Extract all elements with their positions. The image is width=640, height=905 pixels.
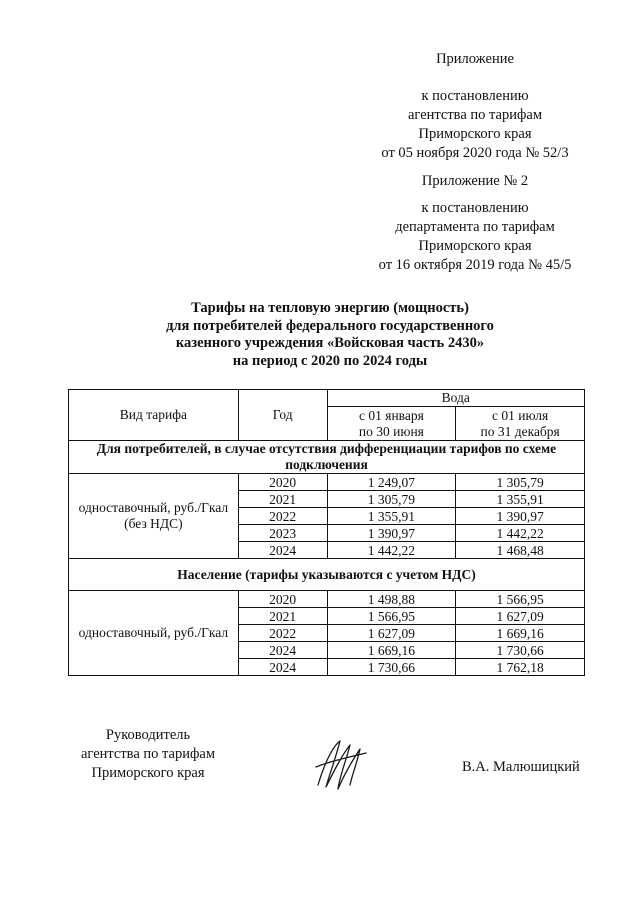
title-line: казенного учреждения «Войсковая часть 2430» [175,335,485,351]
annex-reference-original [365,172,585,275]
year-cell: 2021 [238,608,327,625]
year-cell: 2021 [238,491,327,508]
section-title: Для потребителей, в случае отсутствия дифференциации тарифов по схеме подключения [69,441,585,474]
signatory-name: В.А. Малюшицкий [462,759,580,775]
title-line: Тарифы на тепловую энергию (мощность) [191,300,469,316]
value-cell: 1 442,22 [327,542,456,559]
handwritten-signature [310,735,370,795]
year-cell: 2020 [238,591,327,608]
value-cell: 1 390,97 [327,525,456,542]
annex-line: от 16 октября 2019 года № 45/5 [378,257,572,273]
annex-line: агентства по тарифам [408,107,542,123]
value-cell: 1 355,91 [327,508,456,525]
section-row [69,559,585,591]
year-cell: 2024 [238,642,327,659]
value-cell: 1 566,95 [327,608,456,625]
year-cell: 2022 [238,508,327,525]
header-period-second-half [456,407,585,441]
year-cell: 2023 [238,525,327,542]
year-cell: 2024 [238,542,327,559]
value-cell: 1 468,48 [456,542,585,559]
year-cell: 2020 [238,474,327,491]
value-cell: 1 249,07 [327,474,456,491]
value-cell: 1 627,09 [327,625,456,642]
section-title: Население (тарифы указываются с учетом НДС) [69,559,585,591]
header-year: Год [238,390,327,441]
value-cell: 1 627,09 [456,608,585,625]
table-row [69,591,585,608]
year-cell: 2022 [238,625,327,642]
period-line: с 01 июля [492,407,549,423]
annex-heading: Приложение [436,51,514,67]
title-line: на период с 2020 по 2024 годы [232,352,428,369]
document-title [120,300,540,370]
table-row [69,474,585,491]
value-cell: 1 305,79 [327,491,456,508]
value-cell: 1 730,66 [327,659,456,676]
value-cell: 1 669,16 [456,625,585,642]
position-line: агентства по тарифам [81,746,215,762]
annex-line: от 05 ноября 2020 года № 52/3 [381,145,569,161]
section-row [69,441,585,474]
period-line: с 01 января [359,407,424,423]
table-header-row [69,390,585,407]
position-line: Руководитель [105,727,191,743]
value-cell: 1 390,97 [456,508,585,525]
header-period-first-half [327,407,456,441]
header-water: Вода [327,390,584,407]
annex-line: Приморского края [418,126,532,142]
period-line: по 30 июня [358,423,424,439]
value-cell: 1 762,18 [456,659,585,676]
year-cell: 2024 [238,659,327,676]
value-cell: 1 669,16 [327,642,456,659]
annex-line: Приморского края [418,238,532,254]
annex-line: департамента по тарифам [395,219,555,235]
period-line: по 31 декабря [480,423,560,439]
value-cell: 1 442,22 [456,525,585,542]
tariff-label: одноставочный, руб./Гкал [69,591,239,676]
annex-line: к постановлению [421,200,529,216]
header-tariff-type: Вид тарифа [69,390,239,441]
value-cell: 1 566,95 [456,591,585,608]
value-cell: 1 730,66 [456,642,585,659]
tariff-table [68,389,585,676]
annex-heading: Приложение № 2 [421,173,529,189]
signatory-position [68,726,228,783]
annex-reference-current [370,50,580,163]
value-cell: 1 355,91 [456,491,585,508]
position-line: Приморского края [91,765,205,781]
value-cell: 1 498,88 [327,591,456,608]
tariff-label: одноставочный, руб./Гкал (без НДС) [69,474,239,559]
title-line: для потребителей федерального государственного [166,317,494,334]
annex-line: к постановлению [421,88,529,104]
value-cell: 1 305,79 [456,474,585,491]
